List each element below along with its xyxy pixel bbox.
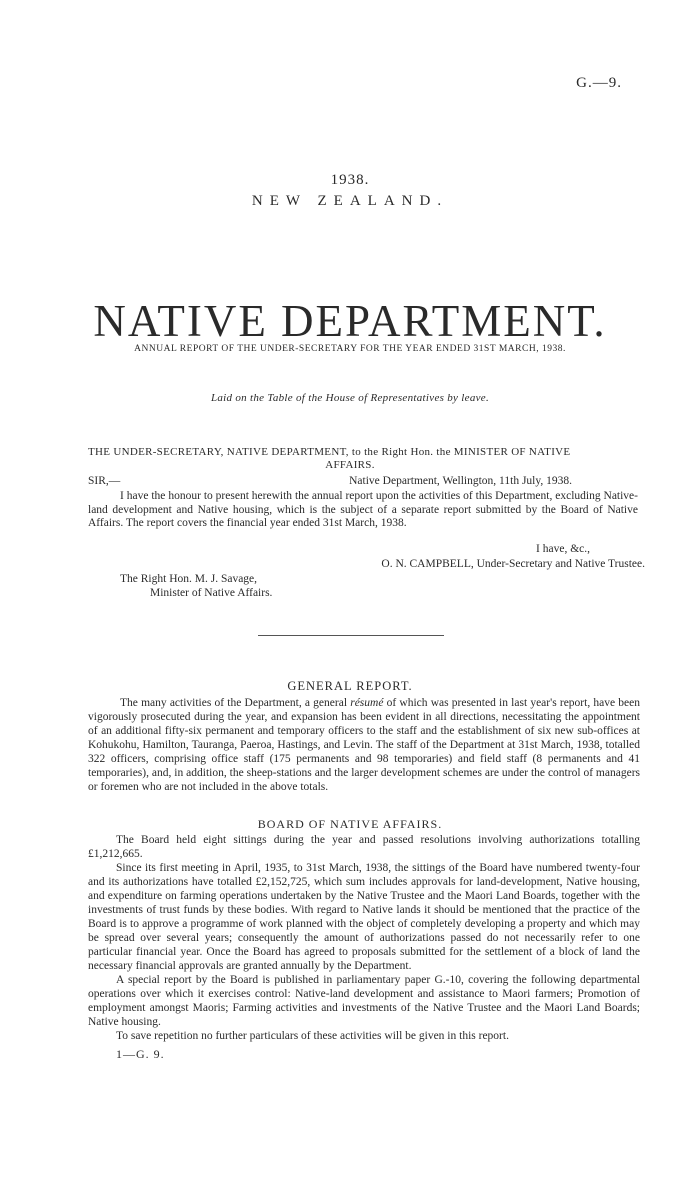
letter-recipient-name: The Right Hon. M. J. Savage,: [120, 573, 258, 585]
general-report-heading: GENERAL REPORT.: [287, 679, 413, 693]
country-name: NEW ZEALAND.: [251, 193, 449, 209]
letter-recipient-title: Minister of Native Affairs.: [150, 587, 273, 599]
board-paragraph-3: A special report by the Board is published in parliamentary paper G.-10, covering the following departmental operations over which it exercises control: Native-land development and assistance to Maori farmers; Promotion of employment amongst Maoris; Farming activities and investments of the Native Trustee and the Maori Land Boards; Native housing.: [88, 974, 640, 1028]
general-report-body: [88, 696, 640, 794]
board-paragraph-1: The Board held eight sittings during the year and passed resolutions involving authorizations totalling £1,212,665.: [88, 834, 640, 860]
letter-signature: O. N. CAMPBELL, Under-Secretary and Native Trustee.: [381, 558, 645, 570]
general-report-text-start: The many activities of the Department, a general: [120, 697, 351, 709]
general-report-paragraph: [88, 696, 640, 794]
letter-body: [88, 490, 638, 531]
letter-address-line-1: THE UNDER-SECRETARY, NATIVE DEPARTMENT, to the Right Hon. the MINISTER OF NATIVE: [88, 446, 571, 458]
board-paragraph-2: Since its first meeting in April, 1935, to 31st March, 1938, the sittings of the Board have numbered twenty-four and its authorizations have totalled £2,152,725, which sum includes approvals for land-development, Native housing, and expenditure on farming operations undertaken by the Native Trustee and the Maori Land Boards, together with the investments of trust funds by these bodies. With regard to Native lands it should be mentioned that the practice of the Board is to approve a programme of work planned with the object of completely developing a property and which may be spread over several years; consequently the amount of authorizations passed do not necessarily refer to one particular financial year. Once the Board has agreed to proposals submitted for the settlement of a block of land the necessary financial approvals are granted annually by the Department.: [88, 862, 640, 972]
board-paragraph-4: To save repetition no further particulars of these activities will be given in this report.: [116, 1030, 509, 1042]
laid-on-table-notice: Laid on the Table of the House of Representatives by leave.: [210, 392, 490, 404]
page-title: NATIVE DEPARTMENT.: [93, 296, 607, 346]
report-subtitle: ANNUAL REPORT OF THE UNDER-SECRETARY FOR THE YEAR ENDED 31ST MARCH, 1938.: [134, 344, 566, 354]
letter-salutation: SIR,—: [88, 475, 121, 487]
paper-serial-number: G.—9.: [576, 75, 622, 91]
page-signature-mark: 1—G. 9.: [116, 1047, 165, 1061]
board-section-heading: BOARD OF NATIVE AFFAIRS.: [257, 817, 443, 831]
board-section-body: [88, 833, 640, 1043]
report-year: 1938.: [330, 172, 370, 188]
letter-address-line-2: AFFAIRS.: [325, 459, 375, 471]
general-report-italic-word: résumé: [350, 697, 384, 709]
section-divider: [258, 635, 444, 636]
letter-closing: I have, &c.,: [536, 543, 590, 555]
general-report-text-rest: of which was presented in last year's report, have been vigorously prosecuted during the year, and expansion has been evident in all directions, necessitating the appointment of an additional fifty-six permanent and temporary officers to the staff and the establishment of six new sub-offices at Kohukohu, Hamilton, Tauranga, Paeroa, Hastings, and Levin. The staff of the Department at 31st March, 1938, totalled 322 officers, comprising office staff (175 permanents and 98 temporaries) and field staff (8 permanents and 41 temporaries), and, in addition, the sheep-stations and the larger development schemes are under the control of managers or foremen who are not included in the above totals.: [88, 697, 640, 793]
letter-place-date: Native Department, Wellington, 11th July, 1938.: [349, 475, 572, 487]
letter-body-paragraph: I have the honour to present herewith the annual report upon the activities of this Department, excluding Native-land development and Native housing, which is the subject of a separate report submitted by the Board of Native Affairs. The report covers the financial year ended 31st March, 1938.: [88, 490, 638, 529]
